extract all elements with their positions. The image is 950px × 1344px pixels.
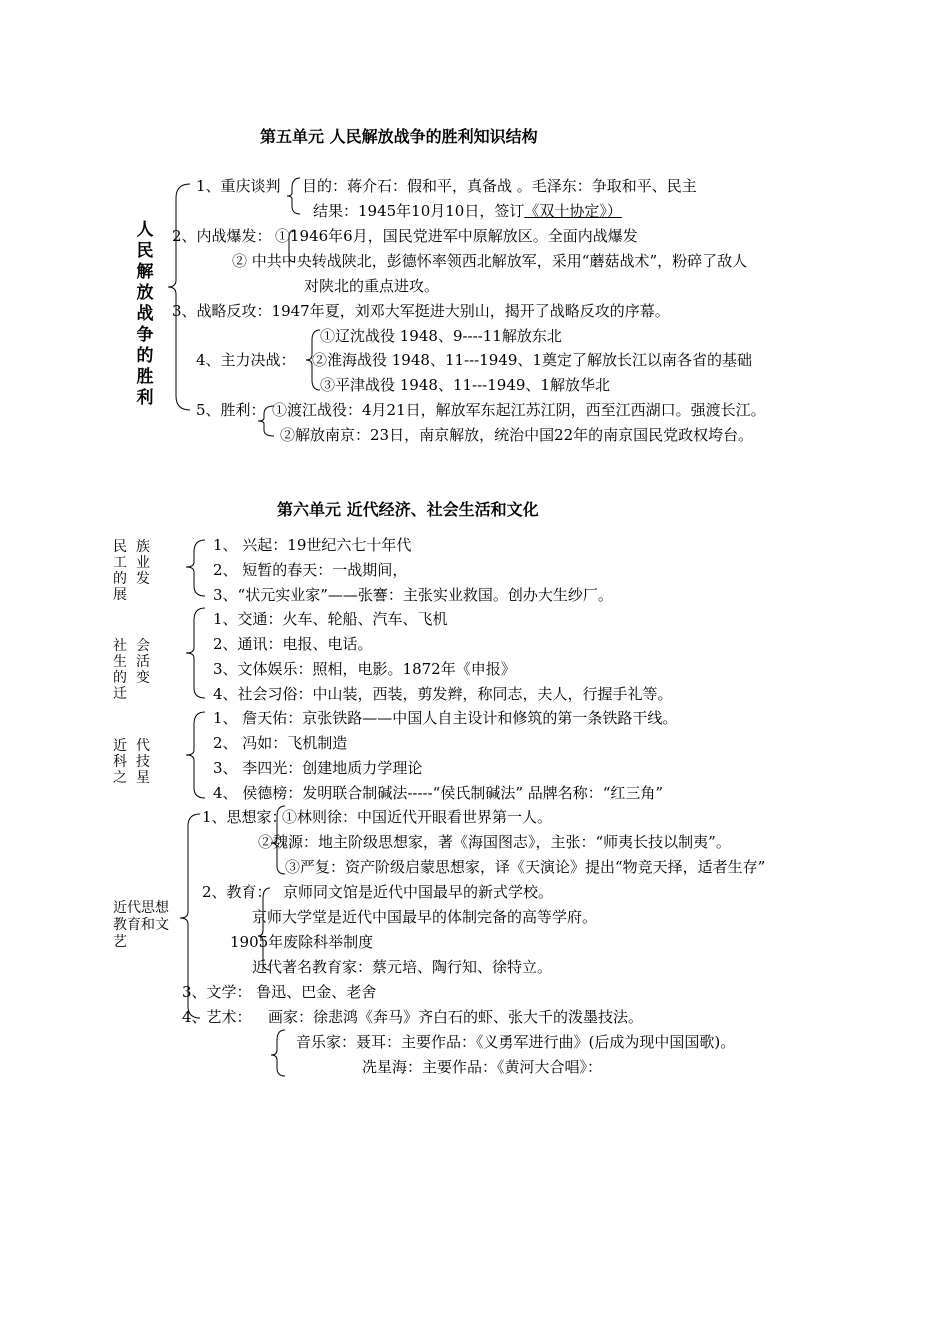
l5-item-1: ①渡江战役：4月21日，解放军东起江苏江阴，西至江西湖口。强渡长江。 [272,401,766,419]
edu-head: 2、教育： [202,883,272,901]
art-painters: 画家：徐悲鸿《奔马》齐白石的虾、张大千的泼墨技法。 [268,1008,644,1026]
l1-purpose: 目的：蒋介石：假和平，真备战 。毛泽东：争取和平、民主 [302,177,697,195]
g1-label: 民族工业的发展 [113,539,159,603]
g2-item-2: 2、通讯：电报、电话。 [213,635,373,653]
unit5-title: 第五单元 人民解放战争的胜利知识结构 [260,127,538,146]
l1-result-text: 结果：1945年10月10日，签订 [313,202,525,220]
unit5-side-label: 人民解放战争的胜利 [136,220,154,408]
l5-item-2: ②解放南京：23日，南京解放，统治中国22年的南京国民党政权垮台。 [280,426,754,444]
g4-label: 近代思想教育和文艺 [113,900,169,950]
l4-item-2: ②淮海战役 1948、11---1949、1奠定了解放长江以南各省的基础 [312,351,752,369]
l3: 3、战略反攻：1947年夏，刘邓大军挺进大别山，揭开了战略反攻的序幕。 [172,302,670,320]
edu-1: 京师同文馆是近代中国最早的新式学校。 [283,883,554,901]
l1-result [313,201,622,221]
art-head: 4、艺术： [182,1008,252,1026]
l1-result-doc: 《双十协定》） [524,202,622,220]
art-musician-2: 冼星海：主要作品：《黄河大合唱》： [362,1058,603,1076]
thinker-3: ③严复：资产阶级启蒙思想家，译《天演论》提出“物竞天择，适者生存” [285,858,766,876]
g2-item-1: 1、交通：火车、轮船、汽车、飞机 [213,610,448,628]
g2-label: 社会生活的变迁 [113,638,159,702]
l4-head: 4、主力决战： [196,351,296,369]
l2-item-1: ①1946年6月，国民党进军中原解放区。全面内战爆发 [275,227,638,245]
edu-3: 1905年废除科举制度 [230,933,374,951]
g1-item-2: 2、 短暂的春天：一战期间， [213,561,408,579]
l2-head: 2、内战爆发： [172,227,272,245]
l1-head: 1、重庆谈判 [196,177,281,195]
l2-item-2-cont: 对陕北的重点进攻。 [304,277,440,295]
l4-item-3: ③平津战役 1948、11---1949、1解放华北 [320,376,610,394]
g3-label: 近代科技之星 [113,738,159,786]
g1-item-3: 3、“状元实业家”——张謇：主张实业救国。创办大生纱厂。 [213,586,613,604]
thinker-2: ②魏源：地主阶级思想家，著《海国图志》，主张：“师夷长技以制夷”。 [258,833,731,851]
g1-item-1: 1、 兴起：19世纪六七十年代 [213,536,412,554]
edu-2: 京师大学堂是近代中国最早的体制完备的高等学府。 [252,908,598,926]
g2-item-4: 4、社会习俗：中山装，西装，剪发辫，称同志，夫人，行握手礼等。 [213,685,673,703]
g3-item-1: 1、 詹天佑：京张铁路——中国人自主设计和修筑的第一条铁路干线。 [213,709,678,727]
g3-item-3: 3、 李四光：创建地质力学理论 [213,759,423,777]
thinkers-head: 1、思想家： [202,808,287,826]
g3-item-4: 4、 侯德榜：发明联合制碱法-----“侯氏制碱法” 品牌名称：“红三角” [213,784,664,802]
thinker-1: ①林则徐：中国近代开眼看世界第一人。 [282,808,553,826]
unit6-title: 第六单元 近代经济、社会生活和文化 [277,500,539,519]
g3-item-2: 2、 冯如：飞机制造 [213,734,348,752]
l5-head: 5、胜利： [196,401,266,419]
edu-4: 近代著名教育家：蔡元培、陶行知、徐特立。 [252,958,553,976]
l4-item-1: ①辽沈战役 1948、9----11解放东北 [320,327,562,345]
literature: 3、文学： 鲁迅、巴金、老舍 [182,983,377,1001]
art-musician-1: 音乐家：聂耳：主要作品：《义勇军进行曲》(后成为现中国国歌)。 [296,1033,736,1051]
l2-item-2: ② 中共中央转战陕北，彭德怀率领西北解放军，采用“蘑菇战术”，粉碎了敌人 [232,252,748,270]
g2-item-3: 3、文体娱乐：照相，电影。1872年《申报》 [213,660,516,678]
